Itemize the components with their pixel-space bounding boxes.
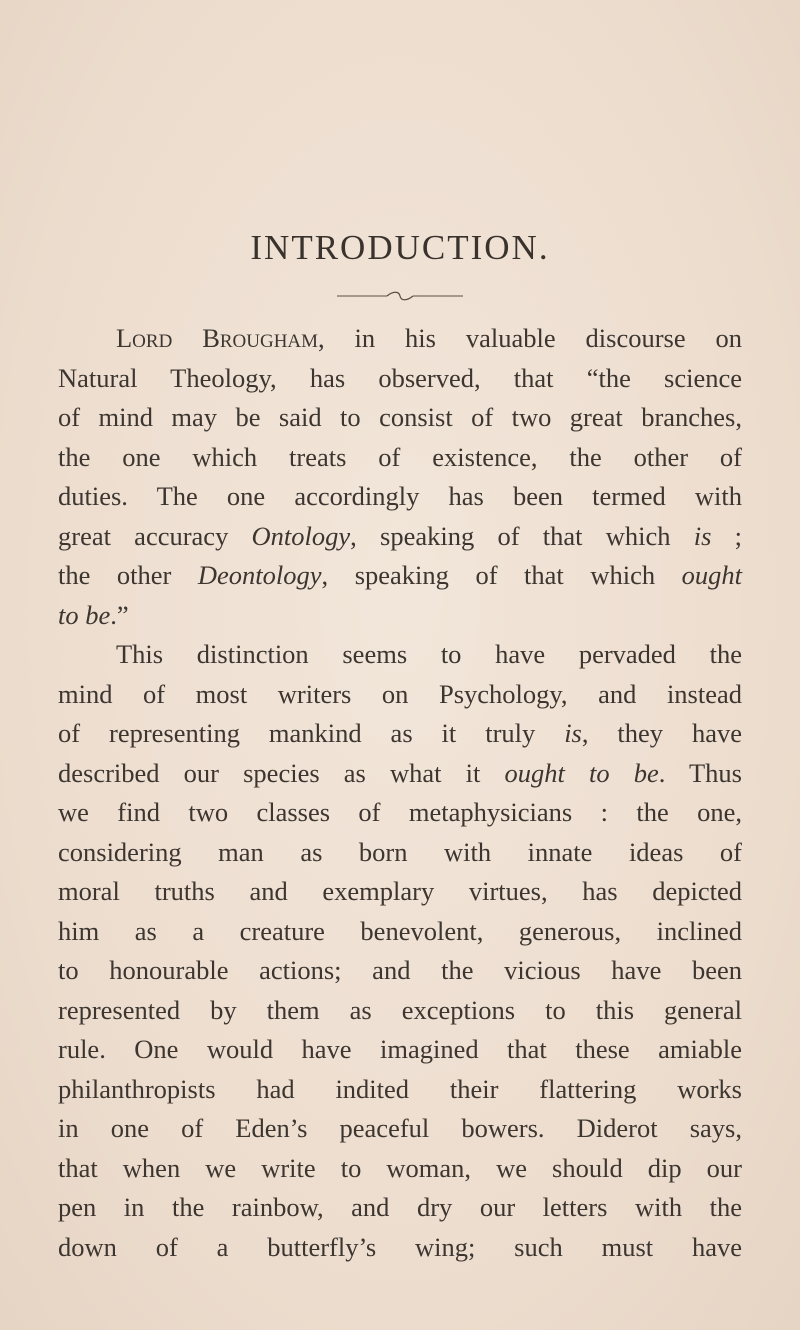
text-line: down of a butterfly’s wing; such must have xyxy=(58,1231,742,1262)
text-line: great accuracy Ontology, speaking of that which is ; xyxy=(58,520,742,551)
text-line: the one which treats of existence, the other of xyxy=(58,441,742,472)
text-line: considering man as born with innate ideas of xyxy=(58,836,742,867)
text-line: in one of Eden’s peaceful bowers. Diderot says, xyxy=(58,1113,742,1143)
text-line: pen in the rainbow, and dry our letters with the xyxy=(58,1192,742,1222)
text-line: mind of most writers on Psychology, and instead xyxy=(58,678,742,709)
text-line: rule. One would have imagined that these amiable xyxy=(58,1034,742,1064)
text-line: him as a creature benevolent, generous, inclined xyxy=(58,915,742,946)
chapter-heading: INTRODUCTION. xyxy=(250,228,550,267)
text-line: Lord Brougham, in his valuable discourse on xyxy=(116,323,742,353)
text-line: of representing mankind as it truly is, they have xyxy=(58,718,742,748)
body-text xyxy=(58,319,742,1267)
text-line: the other Deontology, speaking of that which ought xyxy=(58,560,742,590)
text-line: This distinction seems to have pervaded the xyxy=(116,639,742,669)
text-line: duties. The one accordingly has been termed with xyxy=(58,481,742,511)
text-line: that when we write to woman, we should dip our xyxy=(58,1152,742,1183)
text-line: of mind may be said to consist of two great branches, xyxy=(58,402,742,432)
text-line: we find two classes of metaphysicians : the one, xyxy=(58,797,742,827)
text-line: to be.” xyxy=(58,599,129,630)
text-line: moral truths and exemplary virtues, has depicted xyxy=(58,876,742,906)
text-line: to honourable actions; and the vicious have been xyxy=(58,955,742,985)
author-name: Lord Brougham xyxy=(116,323,319,353)
text-line: philanthropists had indited their flattering works xyxy=(58,1073,742,1104)
text-line: Natural Theology, has observed, that “the science xyxy=(58,362,742,393)
ornament-divider xyxy=(335,290,465,302)
text-line: represented by them as exceptions to this general xyxy=(58,994,742,1025)
text-line: described our species as what it ought to be. Thus xyxy=(58,757,742,788)
